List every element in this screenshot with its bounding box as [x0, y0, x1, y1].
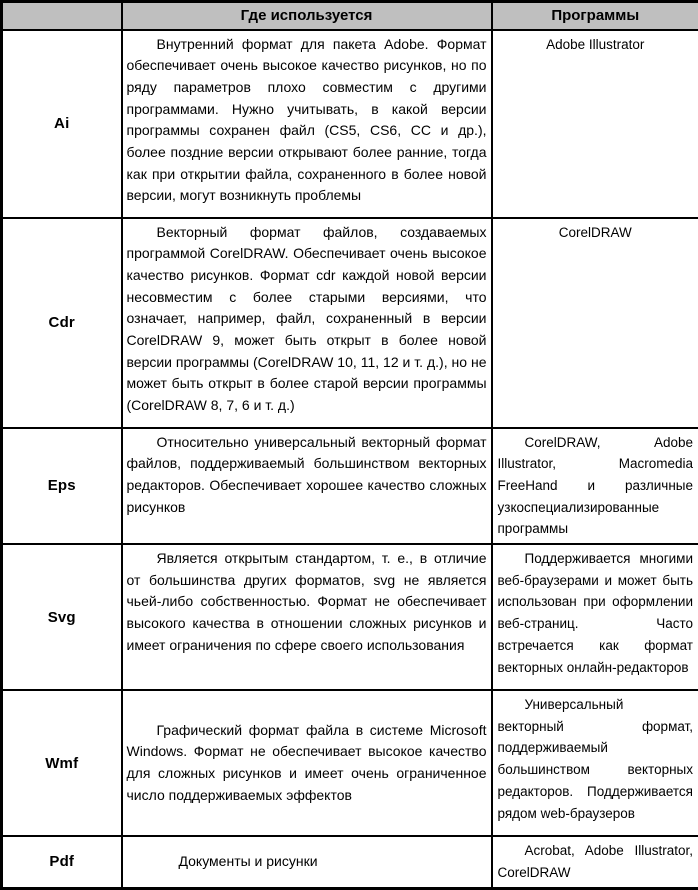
format-cell: Svg	[2, 544, 122, 690]
programs-text: CorelDRAW	[498, 222, 694, 244]
format-cell: Pdf	[2, 836, 122, 888]
usage-cell	[122, 428, 492, 545]
usage-cell	[122, 218, 492, 428]
format-cell: Ai	[2, 30, 122, 218]
programs-cell	[492, 836, 698, 888]
header-row	[2, 2, 698, 30]
format-cell: Wmf	[2, 690, 122, 836]
table-row-wmf	[2, 690, 698, 836]
usage-text: Документы и рисунки	[127, 851, 487, 873]
table-row-cdr	[2, 218, 698, 428]
usage-text: Относительно универсальный векторный формат файлов, поддерживаемый большинством векторных редакторов. Обеспечивает хорошее качество сложных рисунков	[127, 432, 487, 519]
table-row-pdf	[2, 836, 698, 888]
programs-text: Поддерживается многими веб-браузерами и может быть использован при оформлении веб-страниц. Часто встречается как формат векторных онлайн-редакторов	[498, 548, 694, 678]
usage-cell	[122, 690, 492, 836]
table-row-svg	[2, 544, 698, 690]
format-column-header	[2, 2, 122, 30]
programs-cell	[492, 428, 698, 545]
table-row-ai	[2, 30, 698, 218]
programs-column-header: Программы	[492, 2, 698, 30]
usage-cell	[122, 836, 492, 888]
programs-text: Универсальный векторный формат, поддерживаемый большинством векторных редакторов. Поддерживается рядом web-браузеров	[498, 694, 694, 824]
usage-text: Графический формат файла в системе Microsoft Windows. Формат не обеспечивает высокое качество для сложных рисунков и имеет очень ограниченное число поддерживаемых эффектов	[127, 720, 487, 807]
usage-cell	[122, 30, 492, 218]
usage-column-header: Где используется	[122, 2, 492, 30]
programs-cell	[492, 30, 698, 218]
usage-cell	[122, 544, 492, 690]
table-row-eps	[2, 428, 698, 545]
format-cell: Cdr	[2, 218, 122, 428]
usage-text: Внутренний формат для пакета Adobe. Формат обеспечивает очень высокое качество рисунков, но по ряду параметров плохо совместим с другими программами. Нужно учитывать, в какой версии программы сохранен файл (CS5, CS6, CC и др.), более поздние версии открывают более ранние, тогда как при открытии файла, сохраненного в более новой версии, могут возникнуть проблемы	[127, 34, 487, 208]
programs-cell	[492, 690, 698, 836]
programs-text: Adobe Illustrator	[498, 34, 694, 56]
usage-text: Является открытым стандартом, т. е., в отличие от большинства других форматов, svg не является чьей-либо собственностью. Формат не обеспечивает высокого качества в отношении сложных рисунков и имеет ограничения по сфере своего использования	[127, 548, 487, 657]
format-cell: Eps	[2, 428, 122, 545]
programs-text: Acrobat, Adobe Illustrator, CorelDRAW	[498, 840, 694, 883]
programs-cell	[492, 544, 698, 690]
usage-text: Векторный формат файлов, создаваемых программой CorelDRAW. Обеспечивает очень высокое качество рисунков. Формат cdr каждой новой версии несовместим с более старыми версиями, что означает, например, файл, сохраненный в версии CorelDRAW 9, может быть открыт в более новой версии программы (CorelDRAW 10, 11, 12 и т. д.), но не может быть открыт в более старой версии программы (CorelDRAW 8, 7, 6 и т. д.)	[127, 222, 487, 417]
programs-text: CorelDRAW, Adobe Illustrator, Macromedia FreeHand и различные узкоспециализированные программы	[498, 432, 694, 541]
programs-cell	[492, 218, 698, 428]
